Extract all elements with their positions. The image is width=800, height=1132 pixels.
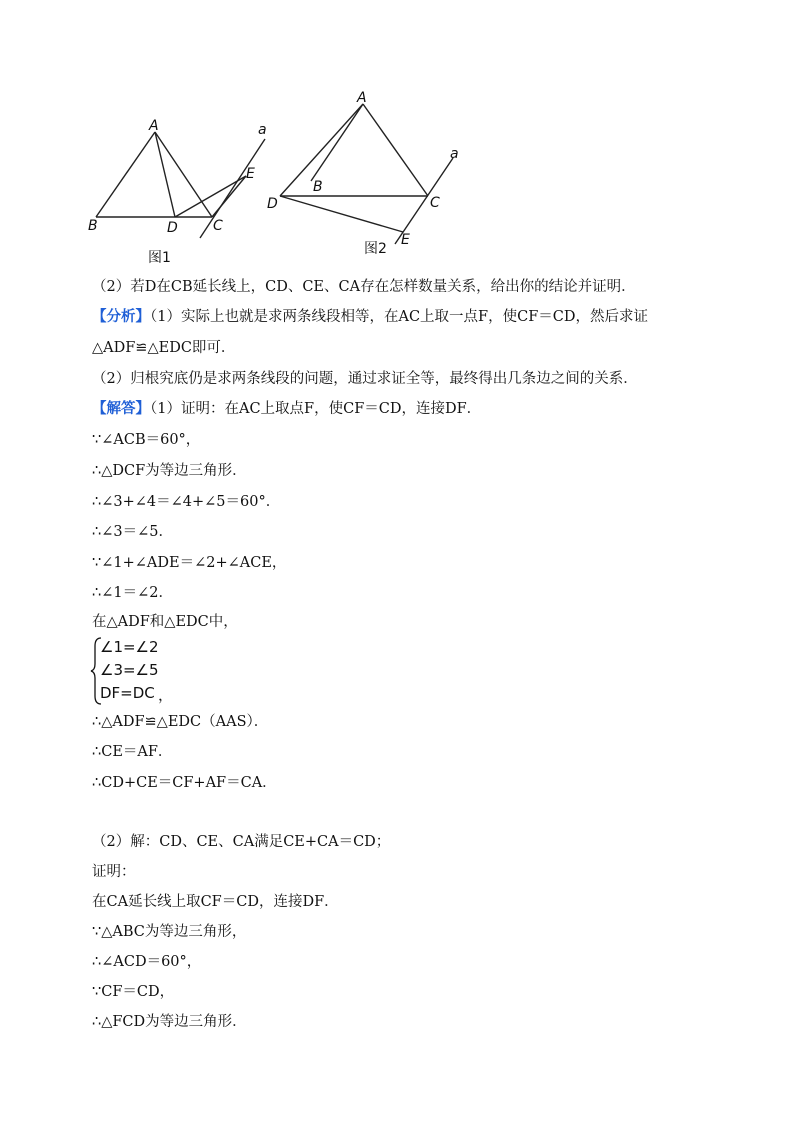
part2-step-1: 在CA延长线上取CF＝CD，连接DF． (92, 894, 339, 910)
step-10: ∴CD+CE＝CF+AF＝CA． (92, 775, 277, 791)
step-5: ∵∠1+∠ADE＝∠2+∠ACE， (92, 555, 287, 571)
part2-statement: （2）解：CD、CE、CA满足CE+CA＝CD； (92, 834, 391, 850)
fig2-caption: 图2 (364, 241, 387, 257)
geometry-figures (0, 0, 800, 270)
fig2-point-E: E (401, 232, 410, 248)
fig2-point-B: B (313, 179, 323, 195)
fig1-point-D: D (167, 220, 178, 236)
fig1-point-B: B (88, 218, 98, 234)
figures-area (0, 0, 800, 270)
answer-text-1: （1）证明：在AC上取点F，使CF＝CD，连接DF． (150, 401, 482, 417)
step-1: ∵∠ACB＝60°， (92, 432, 201, 448)
step-2: ∴△DCF为等边三角形． (92, 463, 247, 479)
fig2-point-C: C (430, 195, 440, 211)
step-4: ∴∠3＝∠5． (92, 524, 173, 540)
analysis-tag: 【分析】 (92, 308, 150, 325)
answer-tag: 【解答】 (92, 400, 150, 417)
fig1-point-E: E (246, 166, 255, 182)
figure-2 (280, 104, 453, 244)
step-8: ∴△ADF≌△EDC（AAS）． (92, 714, 269, 730)
part2-proof-label: 证明： (92, 864, 136, 880)
fig2-point-A: A (357, 90, 367, 106)
step-6: ∴∠1＝∠2． (92, 585, 173, 601)
fig2-point-D: D (267, 196, 278, 212)
fig2-point-a: a (450, 146, 459, 162)
system-comma: ， (158, 686, 174, 704)
part2-step-5: ∴△FCD为等边三角形． (92, 1014, 247, 1030)
part2-step-4: ∵CF＝CD， (92, 984, 175, 1000)
fig1-point-a: a (258, 122, 267, 138)
equation-system (90, 636, 230, 706)
question-2: （2）若D在CB延长线上，CD、CE、CA存在怎样数量关系，给出你的结论并证明． (92, 279, 636, 295)
figure-1 (96, 132, 265, 238)
analysis-line-2: △ADF≌△EDC即可． (92, 340, 236, 356)
fig1-point-C: C (213, 218, 223, 234)
analysis-line-3: （2）归根究底仍是求两条线段的问题，通过求证全等，最终得出几条边之间的关系． (92, 371, 638, 387)
answer-line-1 (92, 399, 481, 419)
part2-step-2: ∵△ABC为等边三角形， (92, 924, 247, 940)
system-eq-3: DF=DC (100, 684, 155, 702)
fig1-point-A: A (149, 118, 159, 134)
system-eq-1: ∠1=∠2 (100, 638, 159, 656)
system-eq-2: ∠3=∠5 (100, 661, 159, 679)
step-7: 在△ADF和△EDC中， (92, 614, 238, 630)
step-9: ∴CE＝AF． (92, 744, 173, 760)
part2-step-3: ∴∠ACD＝60°， (92, 954, 202, 970)
analysis-line-1 (92, 307, 648, 327)
step-3: ∴∠3+∠4＝∠4+∠5＝60°． (92, 494, 281, 510)
fig1-caption: 图1 (148, 250, 171, 266)
analysis-text-1: （1）实际上也就是求两条线段相等，在AC上取一点F，使CF＝CD，然后求证 (150, 309, 648, 325)
